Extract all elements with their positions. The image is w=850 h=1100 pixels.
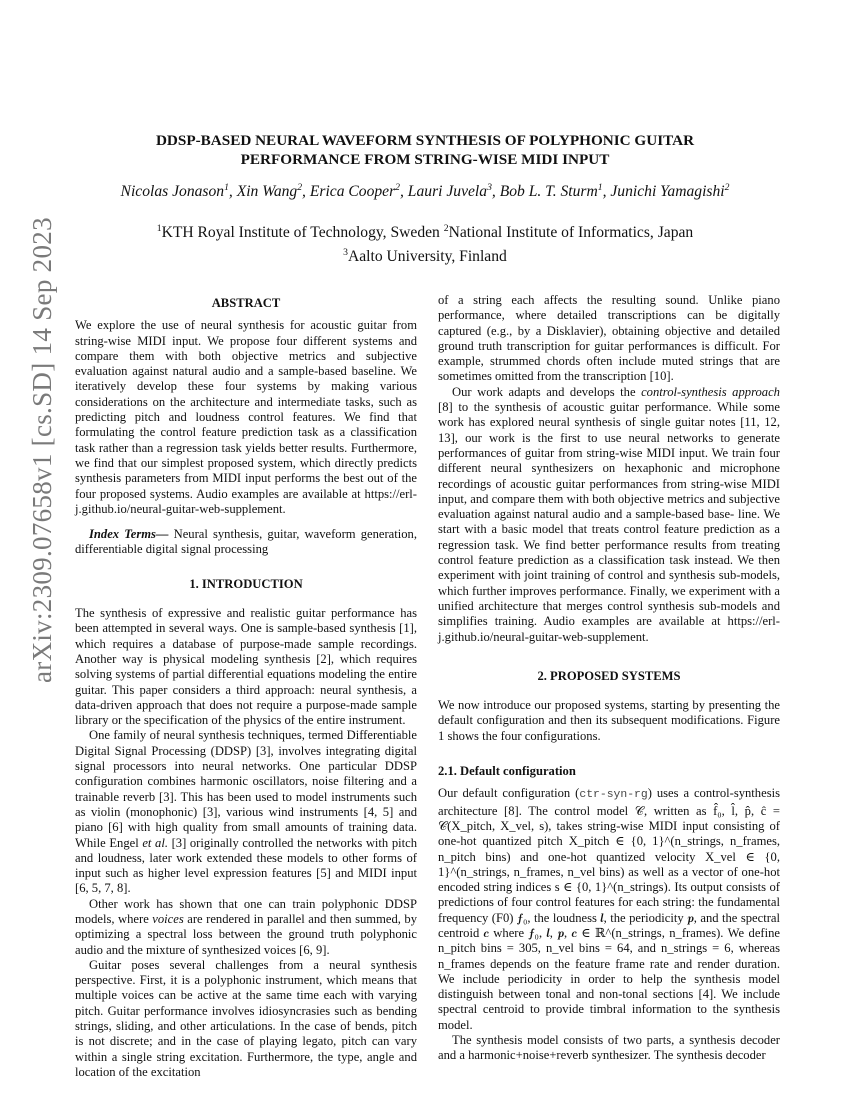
author-affil-mark: 2 — [395, 182, 400, 193]
author: Xin Wang — [236, 183, 298, 201]
text-run: Our default configuration ( — [438, 786, 580, 801]
config-code-name: ctr-syn-rg — [579, 789, 648, 802]
author-affil-mark: 3 — [487, 182, 492, 193]
intro-paragraph-4-cont: of a string each affects the resulting sound. Unlike piano performance, where detailed transcriptions can be digitally captured (e.g., by a Disklavier), obtaining objective and detailed ground truth transcription for guitar performances is difficult. For example, strummed chords often include muted strings that are sometimes omitted from the transcription [10]. — [438, 293, 780, 384]
author: Erica Cooper — [309, 183, 396, 201]
text-run: One family of neural synthesis techniques, termed Differentiable Digital Signal Processing (DDSP) [3], involves integrating digital signal processors into neural networks. One particular DDSP configuration combines harmonic oscillators, noise filtering and a trainable reverb [3]. This has been used to model instruments such as violin (monophonic) [3], various wind instruments [4, 5] and piano [6] with high quality from small amounts of training data. While Engel — [75, 728, 417, 850]
text-run: Our work adapts and develops the — [452, 384, 642, 399]
affiliations — [60, 219, 790, 267]
text-run: are rendered in parallel and then summed, by optimizing a spectral loss between the ground truth polyphonic audio and the mixture of synthesized voices [6, 9]. — [75, 911, 417, 957]
affiliation-kth: KTH Royal Institute of Technology, Sweden — [161, 224, 444, 242]
arxiv-identifier: arXiv:2309.07658v1 [cs.SD] 14 Sep 2023 — [27, 217, 57, 683]
etal-italic: et al. — [142, 835, 168, 850]
proposed-systems-heading: 2. PROPOSED SYSTEMS — [537, 668, 681, 683]
affiliation-aalto: Aalto University, Finland — [348, 248, 507, 266]
intro-heading: 1. INTRODUCTION — [189, 576, 303, 591]
index-terms — [75, 527, 417, 558]
intro-paragraph-5 — [438, 385, 780, 645]
text-run: [8] to the synthesis of acoustic guitar performance. While some work has explored neural synthesis of single guitar notes [11, 12, 13], our work is the first to use neural networks to generate performances of guitar from string-wise MIDI input. We train four different neural synthesizers on hexaphonic and microphone recordings of acoustic guitar performances from string-wise MIDI input, and compare them with both objective metrics and subjective evaluation against natural audio and a sample-based base- line. We start with a basic model that treats control feature prediction as a regression task. We find better performance results from treating control feature prediction as a classification task instead. We then experiment with joint training of control and synthesis sub-models, which further improves performance. Finally, we experiment with a unified architecture that merges control synthesis sub-models and simplifies training. Audio examples are available at https://erl-j.github.io/neural-guitar-web-supplement. — [438, 400, 780, 644]
control-synthesis-italic: control-synthesis approach — [641, 384, 780, 399]
affil-mark: 1 — [156, 223, 162, 234]
text-run: [3] originally controlled the networks with pitch and loudness, later work extended these models to other forms of input such as higher level expression features [5] and MIDI input [6, 5, 7, 8]. — [75, 835, 417, 896]
index-terms-label: Index Terms— — [89, 527, 169, 542]
intro-paragraph-4: Guitar poses several challenges from a neural synthesis perspective. First, it is a polyphonic instrument, which means that multiple voices can be active at the same time each with varying pitch. Guitar performance involves idiosyncrasies such as bending strings, sliding, and other articulations. In the case of bends, pitch is not discrete; and in the case of playing legato, pitch can vary within a single string excitation. Furthermore, the type, angle and location of the excitation — [75, 957, 417, 1079]
author-affil-mark: 1 — [224, 182, 229, 193]
abstract-heading: ABSTRACT — [211, 296, 281, 310]
affiliation-nii: National Institute of Informatics, Japan — [448, 224, 694, 242]
title-line-2: PERFORMANCE FROM STRING-WISE MIDI INPUT — [240, 151, 610, 168]
author: Lauri Juvela — [407, 183, 488, 201]
intro-paragraph-3 — [75, 897, 417, 958]
author: Nicolas Jonason — [120, 183, 225, 201]
author: Bob L. T. Sturm — [499, 183, 598, 201]
intro-paragraph-1: The synthesis of expressive and realistic guitar performance has been attempted in several ways. One is sample-based synthesis [1], which requires a database of purpose-made sample recordings. Another way is physical modeling synthesis [2], which requires solving systems of partial differential equations modeling the entire guitar. This paper considers a third approach: neural synthesis, a data-driven approach that does not require a purpose-made sample library or the specification of the physics of the entire instrument. — [75, 606, 417, 728]
abstract-text: We explore the use of neural synthesis for acoustic guitar from string-wise MIDI input. We propose four different systems and compare them with both objective metrics and subjective evaluation against natural audio and a sample-based baseline. We iteratively develop these four systems by making various considerations on the architecture and intermediate tasks, such as predicting pitch and loudness control features. We find that formulating the control feature prediction task as a classification task rather than a regression task yields better results. Furthermore, we find that our simplest proposed system, which directly predicts synthesis parameters from MIDI input performs the best out of the four proposed systems. Audio examples are available at https://erl-j.github.io/neural-guitar-web-supplement. — [75, 318, 417, 516]
voices-italic: voices — [152, 911, 184, 926]
default-config-heading: 2.1. Default configuration — [438, 764, 576, 779]
affiliation-line-1 — [60, 219, 790, 243]
default-config-paragraph-1 — [438, 786, 780, 1033]
default-config-paragraph-2: The synthesis model consists of two parts, a synthesis decoder and a harmonic+noise+reverb synthesizer. The synthesis decoder — [438, 1033, 780, 1063]
text-run: Other work has shown that one can train polyphonic DDSP models, where — [75, 896, 417, 926]
author: Junichi Yamagishi — [610, 183, 725, 201]
author-affil-mark: 2 — [724, 182, 730, 193]
proposed-paragraph-1: We now introduce our proposed systems, starting by presenting the default configuration and then its subsequent modifications. Figure 1 shows the four configurations. — [438, 698, 780, 743]
left-column — [75, 296, 417, 1080]
author-affil-mark: 2 — [297, 182, 303, 193]
author-list: Nicolas Jonason$^1$, Xin Wang$^2$, Erica Cooper$^2$, Lauri Juvela$^3$, Bob L. T. Sturm$^1$, Junichi Yamagishi$^2$ — [120, 182, 730, 201]
title-line-1: DDSP-BASED NEURAL WAVEFORM SYNTHESIS OF POLYPHONIC GUITAR — [155, 132, 695, 149]
affil-mark: 3 — [343, 247, 348, 259]
text-run: ) uses a control-synthesis architecture [8]. The control model 𝒞, written as f̂₀, l̂, p̂, ĉ = 𝒞(X_pitch, X_vel, s), takes string-wise MIDI input consisting of one-hot quantized pitch X_pitch ∈ {0, 1}^(n_strings, n_frames, n_pitch bins) and one-hot quantized velocity X_vel ∈ {0, 1}^(n_strings, n_frames, n_vel bins) as well as a vector of one-hot encoded string indices s ∈ {0, 1}^(n_strings). Its output consists of predictions of four control features for each string: the fundamental frequency (F0) 𝒇₀, the loudness 𝒍, the periodicity 𝒑, and the spectral centroid 𝒄 where 𝒇₀, 𝒍, 𝒑, 𝒄 ∈ ℝ^(n_strings, n_frames). We define n_pitch bins = 305, n_vel bins = 64, and n_strings = 6, whereas n_frames depends on the feature frame rate and render duration. We include periodicity in order to help the synthesis model distinguish between tonal and non-tonal sections [4]. We include spectral centroid to provide timbral information to the synthesis model. — [438, 786, 780, 1032]
right-column — [438, 293, 780, 1064]
affil-mark: 2 — [443, 223, 449, 234]
index-terms-text: Neural synthesis, guitar, waveform generation, differentiable digital signal processing — [75, 527, 417, 557]
author-affil-mark: 1 — [597, 182, 603, 193]
paper-title — [100, 131, 750, 169]
affiliation-line-2 — [60, 243, 790, 267]
intro-paragraph-2 — [75, 728, 417, 896]
